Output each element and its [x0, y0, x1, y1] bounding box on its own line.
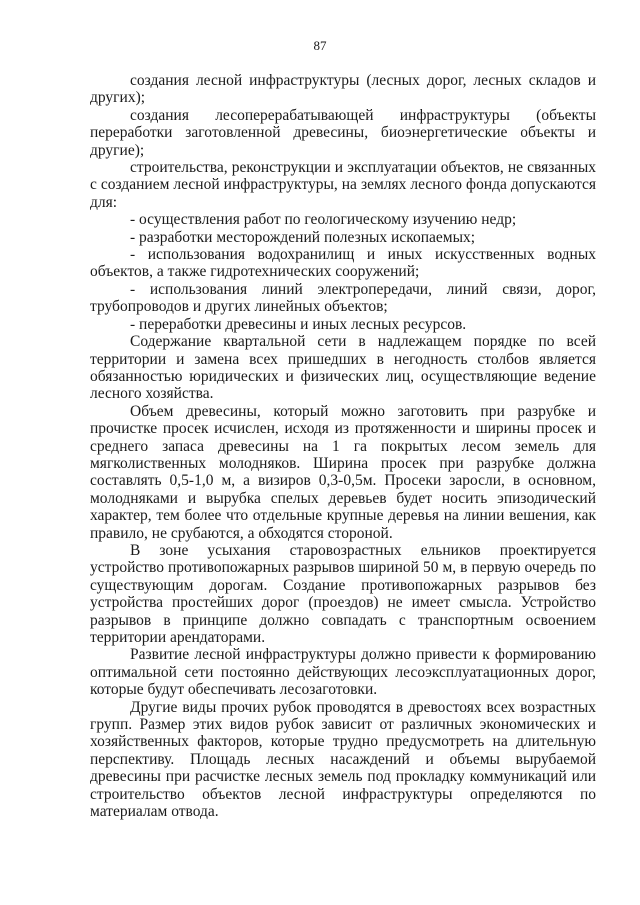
paragraph: создания лесоперерабатывающей инфраструктуры (объекты переработки заготовленной древесины, биоэнергетические объекты и другие);: [90, 106, 596, 159]
list-item: - использования линий электропередачи, линий связи, дорог, трубопроводов и других линейных объектов;: [90, 280, 596, 316]
page-number: 87: [313, 38, 327, 53]
paragraph: создания лесной инфраструктуры (лесных дорог, лесных складов и других);: [90, 72, 596, 107]
paragraph: Другие виды прочих рубок проводятся в древостоях всех возрастных групп. Размер этих видов рубок зависит от различных экономических и хозяйственных факторов, которые трудно предусмотреть на длительную перспективу. Площадь лесных насаждений и объемы вырубаемой древесины при расчистке лесных земель под прокладку коммуникаций или строительство объектов лесной инфраструктуры определяются по материалам отвода.: [90, 698, 596, 821]
paragraph: В зоне усыхания старовозрастных ельников проектируется устройство противопожарных разрывов шириной 50 м, в первую очередь по существующим дорогам. Создание противопожарных разрывов без устройства простейших дорог (проездов) не имеет смысла. Устройство разрывов в принципе должно совпадать с транспортным освоением территории арендаторами.: [90, 541, 596, 646]
list-item: - использования водохранилищ и иных искусственных водных объектов, а также гидротехнических сооружений;: [90, 246, 596, 281]
paragraph: Содержание квартальной сети в надлежащем порядке по всей территории и замена всех пришедших в негодность столбов является обязанностью юридических и физических лиц, осуществляющие ведение лесного хозяйства.: [90, 333, 596, 403]
paragraph: Объем древесины, который можно заготовить при разрубке и прочистке просек исчислен, исходя из протяженности и ширины просек и среднего запаса древесины на 1 га покрытых лесом земель для мягколиственных молодняков. Ширина просек при разрубке должна составлять 0,5-1,0 м, а визиров 0,3-0,5м. Просеки заросли, в основном, молодняками и вырубка спелых деревьев будет носить эпизодический характер, тем более что отдельные крупные деревья на линии вешения, как правило, не срубаются, а обходятся стороной.: [90, 402, 596, 542]
paragraph: строительства, реконструкции и эксплуатации объектов, не связанных с созданием лесной инфраструктуры, на землях лесного фонда допускаются для:: [90, 159, 596, 211]
list-item: - разработки месторождений полезных ископаемых;: [130, 228, 476, 246]
list-item: - осуществления работ по геологическому изучению недр;: [130, 211, 517, 229]
paragraph: Развитие лесной инфраструктуры должно привести к формированию оптимальной сети постоянно действующих лесоэксплуатационных дорог, которые будут обеспечивать лесозаготовки.: [90, 646, 596, 699]
document-body: [90, 72, 596, 820]
list-item: - переработки древесины и иных лесных ресурсов.: [130, 315, 467, 333]
